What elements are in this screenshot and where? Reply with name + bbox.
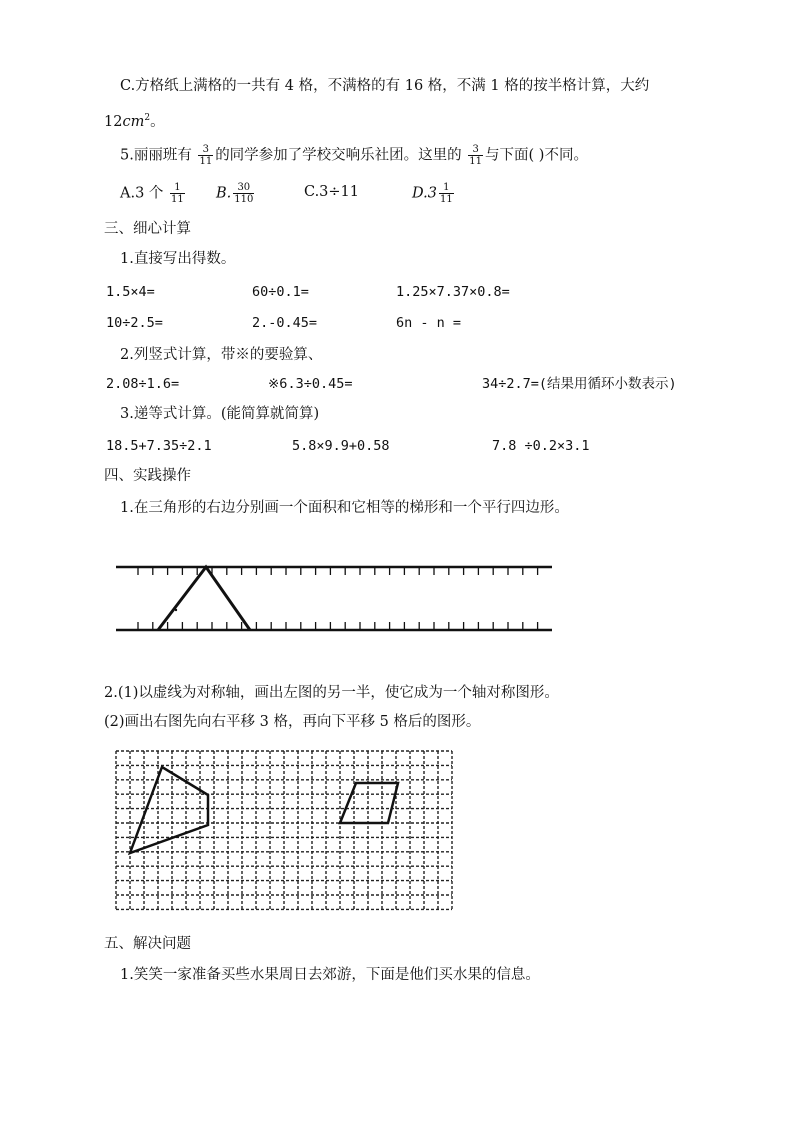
frac-denominator: 11: [199, 156, 213, 167]
calc-2-2: 2.-0.45=: [252, 315, 318, 331]
triangle: [158, 567, 250, 630]
q5-post: 与下面( )不同。: [485, 147, 588, 164]
area-value: 12: [104, 113, 123, 130]
option-a-fraction: [170, 182, 185, 205]
area-end: 。: [150, 113, 165, 130]
option-d: [412, 182, 456, 205]
calc-1-2: 60÷0.1=: [252, 284, 309, 300]
q5-pre: 5.丽丽班有: [120, 147, 192, 164]
frac-denominator: 110: [234, 194, 254, 205]
calc-1-3: 1.25×7.37×0.8=: [396, 284, 510, 300]
grid-figure: [110, 745, 462, 915]
step-calc-3: 7.8 ÷0.2×3.1: [492, 438, 590, 454]
section-5-q1: 1.笑笑一家准备买些水果周日去郊游，下面是他们买水果的信息。: [120, 967, 540, 983]
triangle-parallel-lines-figure: [110, 555, 560, 640]
calc-2-1: 10÷2.5=: [106, 315, 163, 331]
option-d-fraction: [439, 182, 454, 205]
step-calc-1: 18.5+7.35÷2.1: [106, 438, 212, 454]
option-b: [216, 182, 256, 205]
frac-numerator: 1: [170, 182, 185, 194]
right-parallelogram: [340, 783, 398, 823]
grid-lines: [116, 751, 452, 909]
section-3-title: 三、细心计算: [104, 221, 191, 237]
frac-numerator: 3: [198, 144, 213, 156]
fraction-3-11: [198, 144, 213, 167]
option-c-line2: [104, 108, 165, 132]
option-a-text: A.3 个: [120, 185, 164, 202]
frac-numerator: 1: [439, 182, 454, 194]
section-3-q2: 2.列竖式计算，带※的要验算、: [120, 347, 323, 363]
option-c: C.3÷11: [304, 184, 360, 200]
area-unit-exponent: 2: [144, 113, 151, 123]
frac-denominator: 11: [171, 194, 184, 205]
step-calc-2: 5.8×9.9+0.58: [292, 438, 390, 454]
option-b-fraction: [233, 182, 254, 205]
q5-mid: 的同学参加了学校交响乐社团。这里的: [215, 147, 462, 164]
option-a: [120, 182, 187, 205]
section-5-title: 五、解决问题: [104, 936, 191, 952]
area-unit: cm: [122, 113, 145, 130]
fraction-3-11-second: [468, 144, 483, 167]
frac-denominator: 11: [439, 194, 453, 205]
frac-numerator: 3: [468, 144, 483, 156]
vertical-calc-1: 2.08÷1.6=: [106, 376, 180, 392]
option-d-label: D.: [412, 185, 428, 202]
calc-2-3: 6n - n =: [396, 315, 462, 331]
frac-denominator: 11: [469, 156, 483, 167]
option-c-line1: C.方格纸上满格的一共有 4 格，不满格的有 16 格，不满 1 格的按半格计算，大约: [120, 78, 650, 94]
question-5: [120, 144, 588, 167]
section-3-q3: 3.递等式计算。(能简算就简算): [120, 406, 320, 422]
triangle-dot: [175, 609, 177, 611]
calc-1-1: 1.5×4=: [106, 284, 155, 300]
vertical-calc-2: ※6.3÷0.45=: [268, 376, 353, 392]
section-4-q2b: (2)画出右图先向右平移 3 格，再向下平移 5 格后的图形。: [104, 714, 481, 730]
section-4-q2a: 2.(1)以虚线为对称轴，画出左图的另一半，使它成为一个轴对称图形。: [104, 685, 559, 701]
option-b-label: B.: [216, 185, 232, 202]
frac-numerator: 30: [233, 182, 254, 194]
section-3-q1: 1.直接写出得数。: [120, 251, 236, 267]
section-4-title: 四、实践操作: [104, 468, 191, 484]
option-d-whole: 3: [427, 185, 437, 202]
vertical-calc-3: 34÷2.7=(结果用循环小数表示): [482, 376, 677, 392]
section-4-q1: 1.在三角形的右边分别画一个面积和它相等的梯形和一个平行四边形。: [120, 500, 569, 516]
